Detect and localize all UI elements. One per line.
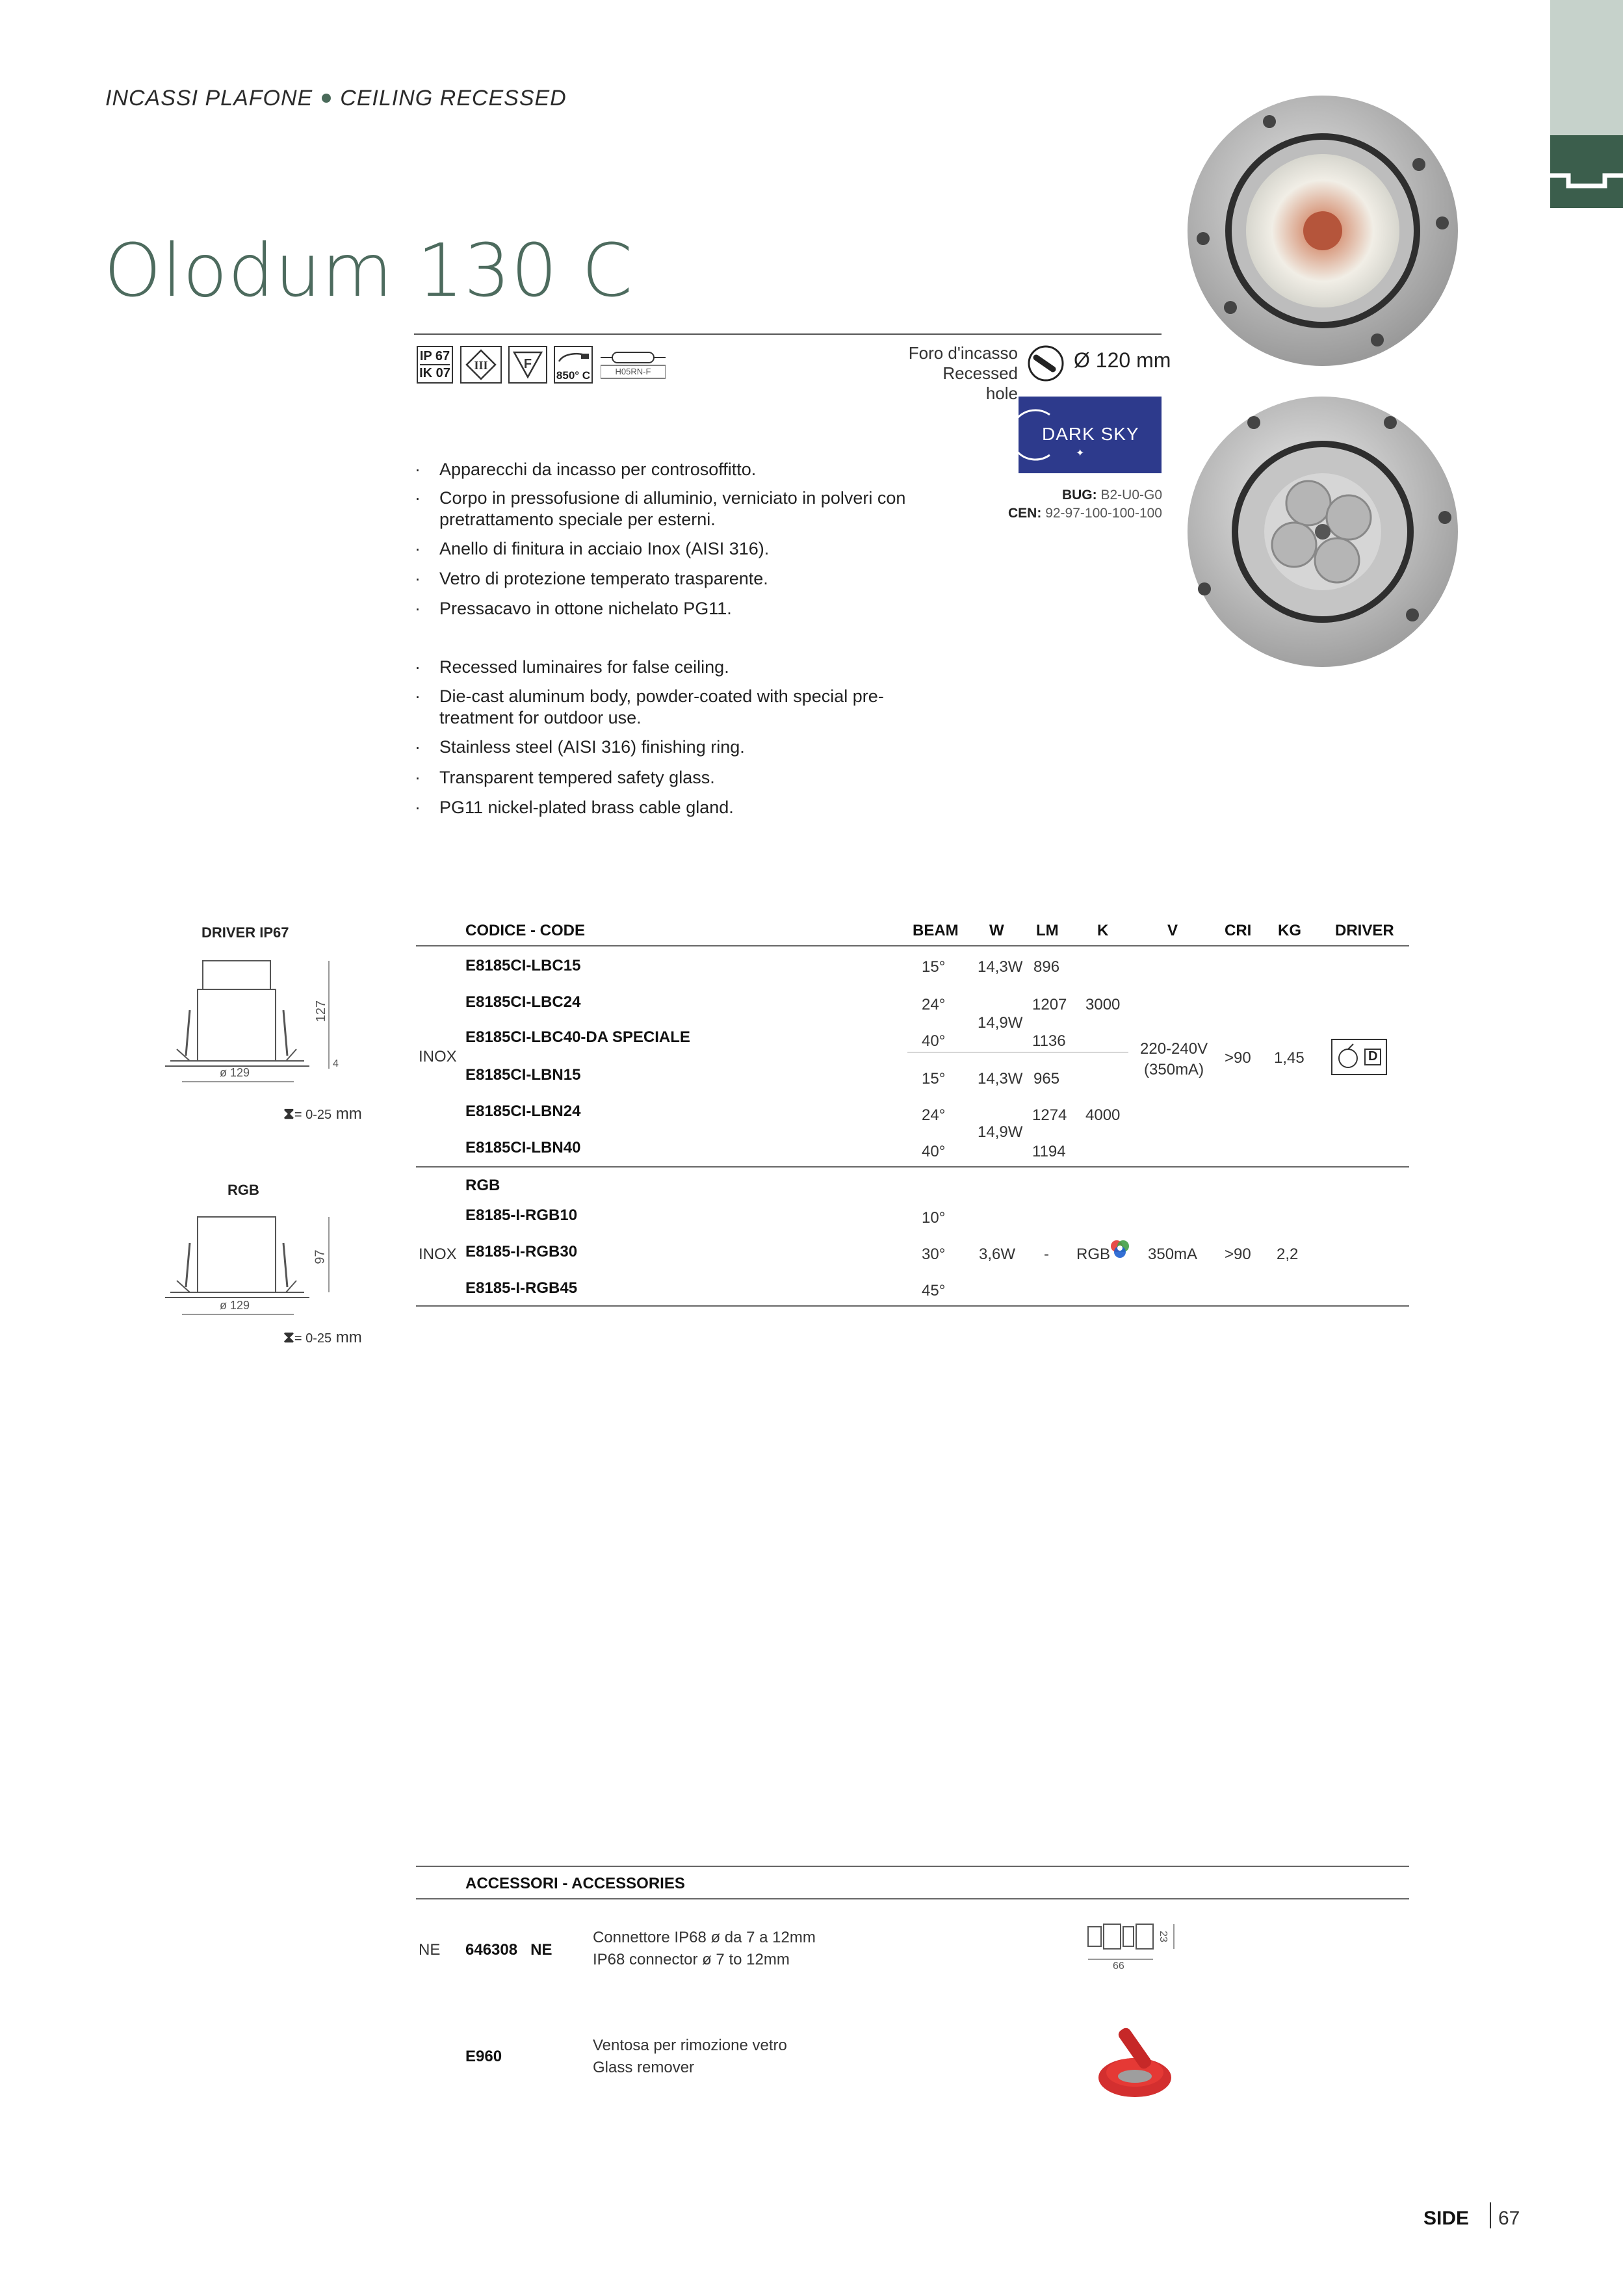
accessory-prefix: NE [419,1941,441,1959]
drawing-height-dimension: 127 [314,1000,329,1023]
col-header-w: W [989,922,1004,939]
ceiling-range-icon: ⧗ [283,1329,294,1346]
accessory-description: Ventosa per rimozione vetro Glass remover [593,2037,787,2076]
lumen-value: - [1044,1246,1049,1263]
material-label: INOX [419,1246,457,1263]
class-label: III [474,359,488,372]
accessory-description: Connettore IP68 ø da 7 a 12mm IP68 connector ø 7 to 12mm [593,1929,816,1968]
color-temp-value: 4000 [1085,1106,1121,1124]
hole-saw-icon [1027,345,1065,385]
col-header-beam: BEAM [913,922,959,939]
accessory-code[interactable]: 646308 NE [465,1941,552,1959]
product-code[interactable]: E8185-I-RGB30 [465,1243,578,1260]
description-it-item: · Corpo in pressofusione di alluminio, verniciato in polveri con pretrattamento speciale per esterni. [416,488,923,530]
voltage-value: 350mA [1148,1246,1198,1263]
product-code[interactable]: E8185-I-RGB10 [465,1207,578,1224]
beam-value: 15° [922,958,946,976]
col-header-driver: DRIVER [1335,922,1394,939]
product-code[interactable]: E8185CI-LBC15 [465,957,581,974]
bug-value: B2-U0-G0 [1100,488,1162,502]
material-label: INOX [419,1048,457,1065]
svg-text:✦: ✦ [1076,447,1085,459]
table-section-rule [416,1166,1409,1168]
beam-value: 40° [922,1143,946,1160]
power-value: 14,3W [978,958,1023,976]
separator-dot [322,94,331,103]
cable-type-icon [601,351,666,380]
product-code[interactable]: E8185CI-LBC40-DA SPECIALE [465,1028,690,1046]
recessed-hole-value: Ø 120 mm [1074,348,1171,372]
category-en: CEILING RECESSED [340,86,567,111]
cri-value: >90 [1225,1049,1251,1067]
technical-drawing-rgb [151,1210,372,1327]
dark-sky-badge [1019,397,1162,473]
glow-wire-icon [554,346,593,384]
connector-drawing [1084,1918,1182,1976]
beam-value: 24° [922,996,946,1013]
product-photo-rgb [1185,394,1461,670]
technical-drawing-driver [151,952,372,1101]
description-en-item: · PG11 nickel-plated brass cable gland. [416,797,923,818]
lumen-value: 1136 [1032,1032,1066,1050]
power-value: 3,6W [979,1246,1016,1263]
dark-sky-label: DARK SKY [1042,424,1139,444]
bug-cen-ratings [975,486,1162,523]
rgb-group-label: RGB [465,1177,500,1194]
section-tab[interactable] [1550,135,1623,208]
page-number: 67 [1498,2208,1520,2229]
col-header-v: V [1167,922,1178,939]
bug-label: BUG: [1061,488,1097,502]
col-header-code: CODICE - CODE [465,922,586,939]
ip-rating: IP 67 [420,348,450,365]
description-it-item: · Apparecchi da incasso per controsoffitto. [416,459,923,480]
category-breadcrumb [105,86,567,111]
col-header-cri: CRI [1225,922,1252,939]
weight-value: 2,2 [1277,1246,1299,1263]
recessed-hole-label [907,343,1018,404]
power-value: 14,9W [978,1014,1023,1032]
drawing-height-dimension: 97 [313,1249,328,1264]
ceiling-recessed-icon [1550,135,1623,208]
voltage-current [1140,1039,1208,1080]
accessory-code[interactable]: E960 [465,2048,502,2065]
cable-type-label: H05RN-F [615,367,651,376]
rgb-color-wheel-icon [1110,1239,1130,1262]
ceiling-thickness-range: ⧗= 0-25 mm [283,1329,362,1346]
description-en-item: · Die-cast aluminum body, powder-coated with special pre-treatment for outdoor use. [416,686,923,729]
product-photo-front [1185,93,1461,369]
product-code[interactable]: E8185-I-RGB45 [465,1279,578,1297]
cen-label: CEN: [1008,506,1042,521]
driver-drawing-label: DRIVER IP67 [201,924,289,941]
beam-value: 45° [922,1282,946,1299]
color-temp-value: RGB [1076,1246,1111,1263]
lumen-value: 1207 [1032,996,1067,1013]
ik-rating: IK 07 [419,366,450,380]
product-title: Olodum 130 C [104,229,634,313]
voltage-value: 220-240V [1140,1040,1208,1058]
weight-value: 1,45 [1274,1049,1305,1067]
product-code[interactable]: E8185CI-LBN24 [465,1102,581,1120]
current-value: (350mA) [1144,1061,1204,1078]
drawing-small-dimension: 4 [333,1058,339,1069]
ceiling-thickness-range: ⧗= 0-25 mm [283,1105,362,1123]
cri-value: >90 [1225,1246,1251,1263]
recessed-hole-label-en: Recessed hole [942,363,1018,403]
lumen-value: 1274 [1032,1106,1067,1124]
glow-wire-temp: 850° C [556,369,591,382]
description-en-item: · Transparent tempered safety glass. [416,767,923,789]
section-tab-background [1550,0,1623,135]
ip-ik-rating [417,346,453,384]
rgb-drawing-label: RGB [227,1182,259,1198]
color-temp-value: 3000 [1085,996,1121,1013]
lumen-value: 1194 [1032,1143,1066,1160]
suction-cup-photo [1092,2013,1176,2104]
title-divider [414,333,1162,335]
drawing-width-dimension: ø 129 [220,1066,250,1079]
beam-value: 24° [922,1106,946,1124]
footer-separator [1490,2202,1491,2228]
beam-value: 40° [922,1032,946,1050]
description-it-item: · Anello di finitura in acciaio Inox (AISI 316). [416,538,923,560]
description-it-item: · Vetro di protezione temperato trasparente. [416,568,923,590]
lumen-value: 965 [1033,1070,1060,1088]
col-header-lm: LM [1036,922,1059,939]
footer-brand: SIDE [1423,2208,1470,2229]
product-code[interactable]: E8185CI-LBN15 [465,1066,581,1084]
product-code[interactable]: E8185CI-LBC24 [465,993,581,1011]
f-mark-icon [508,346,547,384]
power-value: 14,9W [978,1123,1023,1141]
table-bottom-rule [416,1305,1409,1307]
connector-height-dimension: 23 [1157,1931,1169,1942]
accessories-top-rule [416,1866,1409,1867]
accessories-header: ACCESSORI - ACCESSORIES [465,1875,685,1892]
f-mark-label: F [523,357,532,371]
power-value: 14,3W [978,1070,1023,1088]
product-code[interactable]: E8185CI-LBN40 [465,1139,581,1156]
beam-value: 10° [922,1209,946,1227]
description-it-item: · Pressacavo in ottone nichelato PG11. [416,598,923,620]
cen-value: 92-97-100-100-100 [1045,506,1162,521]
recessed-hole-label-it: Foro d'incasso [908,343,1018,363]
beam-value: 30° [922,1246,946,1263]
lumen-value: 896 [1033,958,1060,976]
driver-icon [1331,1039,1387,1075]
driver-letter: D [1368,1049,1378,1063]
col-header-k: K [1097,922,1109,939]
accessories-header-rule [416,1898,1409,1899]
table-header-rule [416,945,1409,946]
class-iii-icon [460,346,502,384]
beam-value: 15° [922,1070,946,1088]
description-en-item: · Stainless steel (AISI 316) finishing ring. [416,737,923,758]
drawing-width-dimension: ø 129 [220,1299,250,1312]
col-header-kg: KG [1278,922,1301,939]
ceiling-range-icon: ⧗ [283,1105,294,1123]
description-en-item: · Recessed luminaires for false ceiling. [416,657,923,678]
category-it: INCASSI PLAFONE [105,86,313,111]
connector-width-dimension: 66 [1113,1961,1124,1972]
